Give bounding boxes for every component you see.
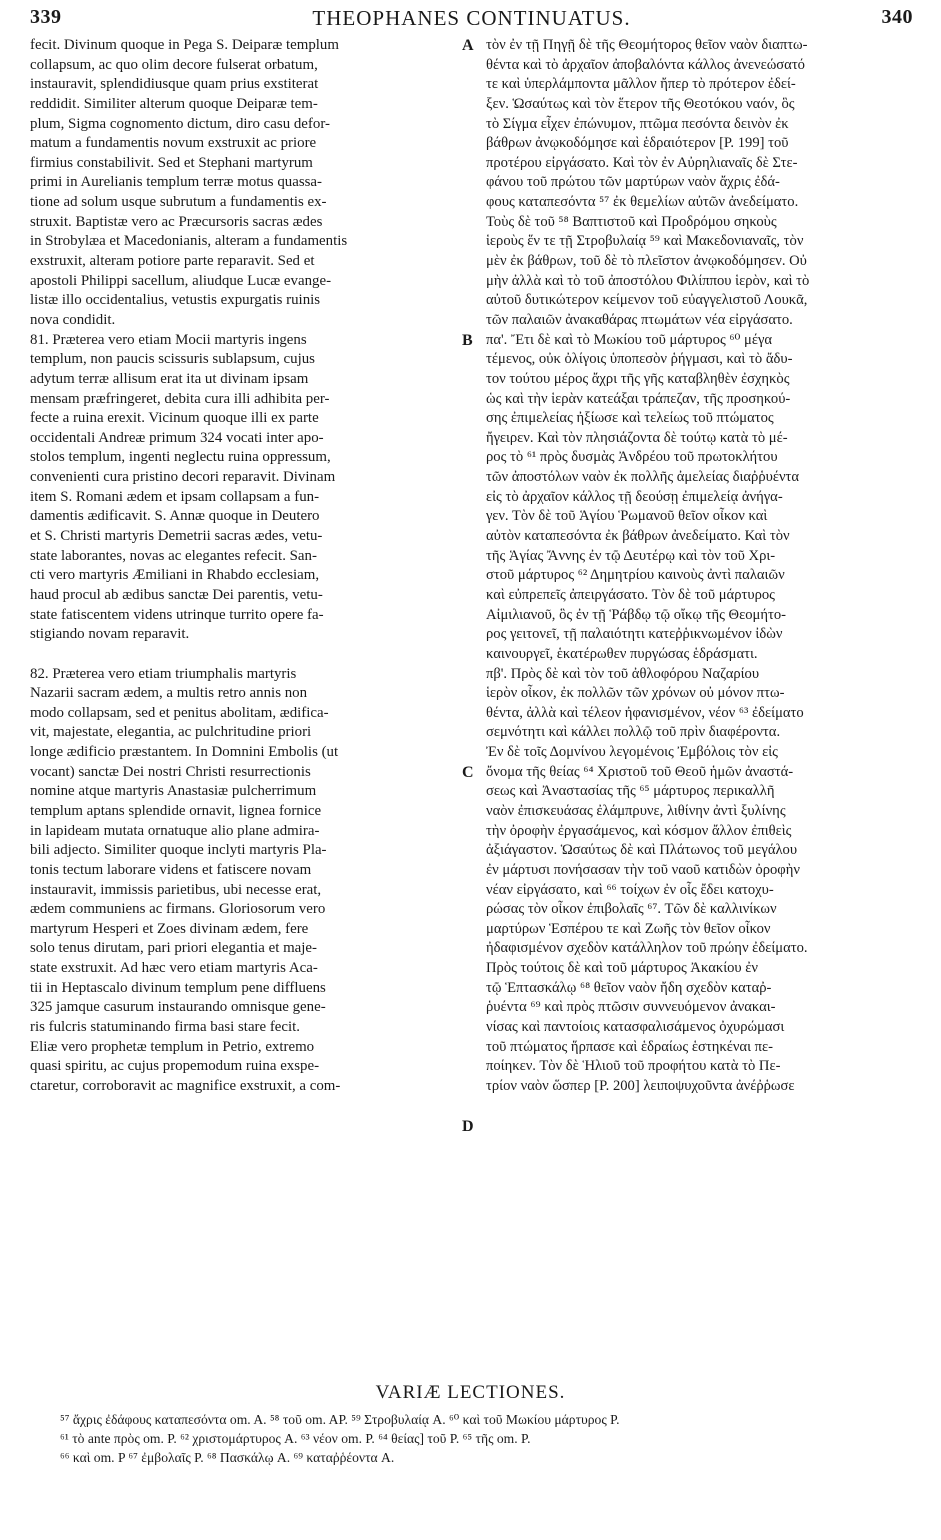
greek-text-line: ῥυέντα ⁶⁹ καὶ πρὸς πτῶσιν συννευόμενον ἀνακαι- xyxy=(486,999,776,1016)
greek-text-line: ρος γειτονεῖ, τῇ παλαιότητι κατεῤῥικνωμένον ἰδὼν xyxy=(486,626,783,643)
footnotes xyxy=(60,1410,920,1467)
greek-text-line: ὄνομα τῆς θείας ⁶⁴ Χριστοῦ τοῦ Θεοῦ ἡμῶν ἀναστά- xyxy=(486,763,794,780)
greek-text-line: νέαν εἰργάσατο, καὶ ⁶⁶ τοίχων ἐν οἷς ἔδει κατοχυ- xyxy=(486,881,774,898)
greek-text-line: ἠδαφισμένον σχεδὸν κατάλληλον τοῦ πρώην ἐδείματο. xyxy=(486,940,808,957)
greek-text-line: ρος τὸ ⁶¹ πρὸς δυσμὰς Ἀνδρέου τοῦ πρωτοκλήτου xyxy=(486,449,778,466)
greek-text-line: ἤγειρεν. Καὶ τὸν πλησιάζοντα δὲ τούτῳ κατὰ τὸ μέ- xyxy=(486,429,788,446)
latin-text-line: nomine atque martyris Anastasiæ pulcherrimum xyxy=(30,783,317,800)
latin-text-line: ædem communiens ac firmans. Gloriosorum vero xyxy=(30,901,326,918)
latin-text-line: martyrum Hesperi et Zoes divinam ædem, fere xyxy=(30,920,309,937)
page-number-left: 339 xyxy=(30,6,62,28)
greek-text-line: πβ'. Πρὸς δὲ καὶ τὸν τοῦ ἀθλοφόρου Ναζαρίου xyxy=(486,665,760,682)
latin-text-line: vit, majestate, elegantia, ac pulchritudine priori xyxy=(30,724,312,741)
latin-text-line: matum a fundamentis novum exstruxit ac priore xyxy=(30,135,317,152)
latin-text-line: mensam præfringeret, debita cura illi adhibita per- xyxy=(30,390,330,407)
greek-text-line: καινουργεῖ, ἑκατέρωθεν πυργώσας ἑδράσματι. xyxy=(486,645,758,662)
greek-text-line: Ἐν δὲ τοῖς Δομνίνου λεγομένοις Ἐμβόλοις τὸν εἰς xyxy=(486,744,778,761)
greek-text-line: εἰς τὸ ἀρχαῖον κάλλος τῇ δεούσῃ ἐπιμελείᾳ ἀνήγα- xyxy=(486,488,783,505)
greek-text-line: τοῦ πτώματος ἥρπασε καὶ ἑδραίως ἑστηκέναι πε- xyxy=(486,1038,773,1055)
margin-letter-c: C xyxy=(462,764,474,781)
margin-letter-a: A xyxy=(462,37,474,54)
greek-text-line: τε καὶ ὑπερλάμποντα μᾶλλον ἤπερ τὸ πρότερον ἐδεί- xyxy=(486,76,796,93)
greek-text-line: θέντα, ἀλλὰ καὶ τέλεον ἠφανισμένον, νέον ⁶³ ἐδείματο xyxy=(486,704,804,721)
latin-text-line: primi in Aurelianis templum terræ motus quassa- xyxy=(30,174,322,191)
latin-text-line: templum, non paucis scissuris sublapsum, cujus xyxy=(30,351,315,368)
greek-text-line: φάνου τοῦ πρώτου τῶν μαρτύρων ναὸν ἄχρις ἐδά- xyxy=(486,174,780,191)
greek-column xyxy=(486,36,911,1097)
greek-text-line: ἀξιάγαστον. Ὡσαύτως δὲ καὶ Πλάτωνος τοῦ μεγάλου xyxy=(486,842,798,859)
latin-text-line: stolos templum, ingenti neglectu ruina oppressum, xyxy=(30,449,331,466)
latin-text-line: apostoli Philippi sacellum, aliudque Lucæ evange- xyxy=(30,272,332,289)
latin-column xyxy=(30,36,458,1097)
latin-text-line: Nazarii sacram ædem, a multis retro annis non xyxy=(30,685,308,702)
latin-text-line: et S. Christi martyris Demetrii sacras ædes, vetu- xyxy=(30,528,323,545)
greek-text-line: ξεν. Ὡσαύτως καὶ τὸν ἕτερον τῆς Θεοτόκου ναόν, ὃς xyxy=(486,95,795,112)
latin-text-line: Eliæ vero prophetæ templum in Petrio, extremo xyxy=(30,1038,315,1055)
latin-text-line: quasi spiritu, ac cujus propemodum ruina exspe- xyxy=(30,1058,320,1075)
greek-text-line: νίσας καὶ παντοίοις κατασφαλισάμενος ὀχυρώμασι xyxy=(486,1019,785,1036)
latin-text-line: state laborantes, novas ac elegantes refecit. San- xyxy=(30,547,317,564)
greek-text-line: Τοὺς δὲ τοῦ ⁵⁸ Βαπτιστοῦ καὶ Προδρόμου σηκοὺς xyxy=(486,213,777,230)
latin-text-line: tione ad solum usque subrutum a fundamentis ex- xyxy=(30,194,327,211)
greek-text-line: ἱεροὺς ἕν τε τῇ Στροβυλαίᾳ ⁵⁹ καὶ Μακεδονιαναῖς, τὸν xyxy=(486,233,804,250)
latin-text-line: solo tenus dirutam, pari priori elegantia et maje- xyxy=(30,940,317,957)
latin-text-line: instauravit, splendidiusque quam prius exstiterat xyxy=(30,76,319,93)
margin-letter-d: D xyxy=(462,1118,474,1135)
greek-text-line: σεως καὶ Ἀναστασίας τῆς ⁶⁵ μάρτυρος περικαλλῆ xyxy=(486,783,775,800)
greek-text-line: μὲν ἐκ βάθρων, τοῦ δὲ τὸ πλεῖστον ἀνῳκοδόμησεν. Οὐ xyxy=(486,253,807,270)
footnote-line: ⁶¹ τὸ ante πρὸς om. P. ⁶² χριστομάρτυρος A. ⁶³ νέον om. P. ⁶⁴ θείας] τοῦ P. ⁶⁵ τῆς om. P. xyxy=(60,1431,531,1446)
latin-text-line: 325 jamque casurum instaurando omnisque gene- xyxy=(30,999,326,1016)
latin-text-line: templum aptans splendide ornavit, lignea fornice xyxy=(30,802,322,819)
latin-text-line: tii in Heptascalo divinum templum pene diffluens xyxy=(30,979,326,996)
greek-text-line: προτέρου εἰργάσατο. Καὶ τὸν ἐν Αὐρηλιαναῖς δὲ Στε- xyxy=(486,154,798,171)
latin-text-line: reddidit. Similiter alterum quoque Deiparæ tem- xyxy=(30,95,318,112)
latin-text-line: stigiando novam reparavit. xyxy=(30,626,190,643)
page-number-right: 340 xyxy=(881,6,913,28)
margin-letter-b: B xyxy=(462,332,473,349)
footnote-line: ⁶⁶ καὶ om. P ⁶⁷ ἐμβολαῖς P. ⁶⁸ Πασκάλῳ A. ⁶⁹ καταῤῥέοντα A. xyxy=(60,1450,395,1465)
latin-text-line: occidentali Andreæ primum 324 vocati inter apo- xyxy=(30,429,324,446)
greek-text-line: καὶ εὐπρεπεῖς ἀπειργάσατο. Τὸν δὲ τοῦ μάρτυρος xyxy=(486,586,775,603)
latin-text-line: ris fulcris statuminando firma basi stare fecit. xyxy=(30,1019,301,1036)
latin-text-line: convenienti cura pristino decori reparavit. Divinam xyxy=(30,469,336,486)
greek-text-line: τῶν παλαιῶν ἀνακαθάρας πτωμάτων νέα εἰργάσατο. xyxy=(486,311,793,328)
greek-text-line: ἱερὸν οἶκον, ἐκ πολλῶν τῶν χρόνων οὐ μόνον πτω- xyxy=(486,685,785,702)
latin-text-line: instauravit, immissis parietibus, ubi necesse erat, xyxy=(30,881,322,898)
latin-text-line: tonis tectum laborare videns et fatiscere novam xyxy=(30,861,312,878)
greek-text-line: ὡς καὶ τὴν ἱερὰν κατεάξαι τράπεζαν, τῆς προσηκού- xyxy=(486,390,791,407)
greek-text-line: Πρὸς τούτοις δὲ καὶ τοῦ μάρτυρος Ἀκακίου ἐν xyxy=(486,960,759,977)
greek-text-line: τῶν ἀποστόλων ναὸν ἐκ πολλῆς ἀμελείας διαῤῥυέντα xyxy=(486,469,800,486)
blank-line xyxy=(30,645,458,665)
greek-text-line: τὸ Σίγμα εἶχεν ἐπώνυμον, πτῶμα πεσόντα δεινὸν ἐκ xyxy=(486,115,789,132)
latin-text-line: vocant) sanctæ Dei nostri Christi resurrectionis xyxy=(30,763,311,780)
latin-text-line: cti vero martyris Æmiliani in Rhabdo ecclesiam, xyxy=(30,567,320,584)
variae-lectiones-title: VARIÆ LECTIONES. xyxy=(375,1382,566,1403)
latin-text-line: nova condidit. xyxy=(30,311,116,328)
latin-text-line: modo collapsam, sed et penitus abolitam, ædifica- xyxy=(30,704,329,721)
greek-text-line: μὴν ἀλλὰ καὶ τὸ τοῦ ἀποστόλου Φιλίππου ἱερὸν, καὶ τὸ xyxy=(486,272,810,289)
latin-text-line: plum, Sigma cognomento dictum, diro casu defor- xyxy=(30,115,330,132)
greek-text-line: τέμενος, οὐκ ὀλίγοις ὑποπεσὸν ῥήγμασι, καὶ τὸ ἄδυ- xyxy=(486,351,793,368)
greek-text-line: ναὸν ἐπισκευάσας ἐλάμπρυνε, λιθίνην ἀντὶ ξυλίνης xyxy=(486,802,786,819)
latin-text-line: adytum terræ allisum erat ita ut divinam ipsam xyxy=(30,370,309,387)
latin-text-line: bili adjecto. Similiter quoque inclyti martyris Pla- xyxy=(30,842,327,859)
greek-text-line: ἐν μάρτυσι πονήσασαν τὴν τοῦ ναοῦ κατιδὼν ὀροφὴν xyxy=(486,861,800,878)
greek-text-line: γεν. Τὸν δὲ τοῦ Ἁγίου Ῥωμανοῦ θεῖον οἶκον καὶ xyxy=(486,508,768,525)
latin-text-line: collapsum, ac quo olim decore fulserat orbatum, xyxy=(30,56,318,73)
greek-text-line: φους καταπεσόντα ⁵⁷ ἐκ θεμελίων αὐτῶν ἀνεδείματο. xyxy=(486,194,799,211)
greek-text-line: σης ἐπιμελείας ἠξίωσε καὶ τελείως τοῦ πτώματος xyxy=(486,410,774,427)
latin-text-line: in lapideam mutata ornatuque alio plane admira- xyxy=(30,822,320,839)
latin-text-line: longe ædificio præstantem. In Domnini Embolis (ut xyxy=(30,744,339,761)
greek-text-line: πα'. Ἔτι δὲ καὶ τὸ Μωκίου τοῦ μάρτυρος ⁶⁰ μέγα xyxy=(486,331,773,348)
latin-text-line: fecit. Divinum quoque in Pega S. Deiparæ templum xyxy=(30,37,339,53)
running-title: THEOPHANES CONTINUATUS. xyxy=(312,6,631,30)
latin-text-line: listæ illo occidentalius, vetustis expurgatis ruinis xyxy=(30,292,321,309)
greek-text-line: τρίον ναὸν ὥσπερ [P. 200] λειποψυχοῦντα ἀνέῤῥωσε xyxy=(486,1077,795,1094)
latin-text-line: exstruxit, alteram potiore parte reparavit. Sed et xyxy=(30,253,315,270)
latin-text-line: struxit. Baptistæ vero ac Præcursoris sacras ædes xyxy=(30,213,323,230)
latin-text-line: in Strobylæa et Macedonianis, alteram a fundamentis xyxy=(30,233,348,250)
latin-text-line: ctaretur, corroboravit ac magnifice exstruxit, a com- xyxy=(30,1077,341,1094)
greek-text-line: σεμνότητι καὶ κάλλει πολλῷ τοῦ πρὶν διαφέροντα. xyxy=(486,724,781,741)
greek-text-line: βάθρων ἀνῳκοδόμησε καὶ ἑδραιότερον [P. 199] τοῦ xyxy=(486,135,789,152)
greek-text-line: ρώσας τὸν οἶκον ἐπιβολαῖς ⁶⁷. Τῶν δὲ καλλινίκων xyxy=(486,901,777,918)
page-header xyxy=(30,6,913,30)
greek-text-line: αὐτοῦ δυτικώτερον κείμενον τοῦ εὐαγγελιστοῦ Λουκᾶ, xyxy=(486,292,808,309)
greek-text-line: θέντα καὶ τὸ ἀρχαῖον ἀποβαλόντα κάλλος ἀνενεώσατό xyxy=(486,56,805,73)
footnote-line: ⁵⁷ ἄχρις ἐδάφους καταπεσόντα om. A. ⁵⁸ τοῦ om. AP. ⁵⁹ Στροβυλαίᾳ A. ⁶⁰ καὶ τοῦ Μωκίου μάρτυρος P. xyxy=(60,1412,620,1427)
greek-text-line: μαρτύρων Ἑσπέρου τε καὶ Ζωῆς τὸν θεῖον οἶκον xyxy=(486,920,771,937)
latin-text-line: fecte a ruina erexit. Vicinum quoque illi ex parte xyxy=(30,410,319,427)
greek-text-line: ποίηκεν. Τὸν δὲ Ἡλιοῦ τοῦ προφήτου κατὰ τὸ Πε- xyxy=(486,1058,781,1075)
latin-text-line: state fatiscentem videns utrinque turrito opere fa- xyxy=(30,606,324,623)
latin-text-line: state exstruxit. Ad hæc vero etiam martyris Aca- xyxy=(30,960,318,977)
latin-text-line: firmius constabilivit. Sed et Stephani martyrum xyxy=(30,154,313,171)
greek-text-line: στοῦ μάρτυρος ⁶² Δημητρίου καινοὺς ἀντὶ παλαιῶν xyxy=(486,567,785,584)
latin-text-line: 81. Præterea vero etiam Mocii martyris ingens xyxy=(30,331,307,348)
greek-text-line: τον τούτου μέρος ἄχρι τῆς γῆς καταβληθὲν ἐσχηκὸς xyxy=(486,370,790,387)
greek-text-line: Αἰμιλιανοῦ, ὃς ἐν τῇ Ῥάβδῳ τῷ οἴκῳ τῆς Θεομήτο- xyxy=(486,606,786,623)
greek-text-line: τὴν ὀροφὴν ἐργασάμενος, καὶ κόσμον ἄλλον ἐπιθεὶς xyxy=(486,822,792,839)
greek-text-line: τὸν ἐν τῇ Πηγῇ δὲ τῆς Θεομήτορος θεῖον ναὸν διαπτω- xyxy=(486,37,808,53)
greek-text-line: τῷ Ἑπτασκάλῳ ⁶⁸ θεῖον ναὸν ἤδη σχεδὸν καταῤ- xyxy=(486,979,772,996)
latin-text-line: haud procul ab ædibus sanctæ Dei parentis, vetu- xyxy=(30,586,323,603)
latin-text-line: 82. Præterea vero etiam triumphalis martyris xyxy=(30,665,297,682)
greek-text-line: αὐτὸν καταπεσόντα ἐκ βάθρων ἀνεδείματο. Καὶ τὸν xyxy=(486,528,790,545)
greek-text-line: τῆς Ἁγίας Ἄννης ἐν τῷ Δευτέρῳ καὶ τὸν τοῦ Χρι- xyxy=(486,547,776,564)
latin-text-line: item S. Romani ædem et ipsam collapsam a fun- xyxy=(30,488,320,505)
latin-text-line: damentis ædificavit. S. Annæ quoque in Deutero xyxy=(30,508,320,525)
